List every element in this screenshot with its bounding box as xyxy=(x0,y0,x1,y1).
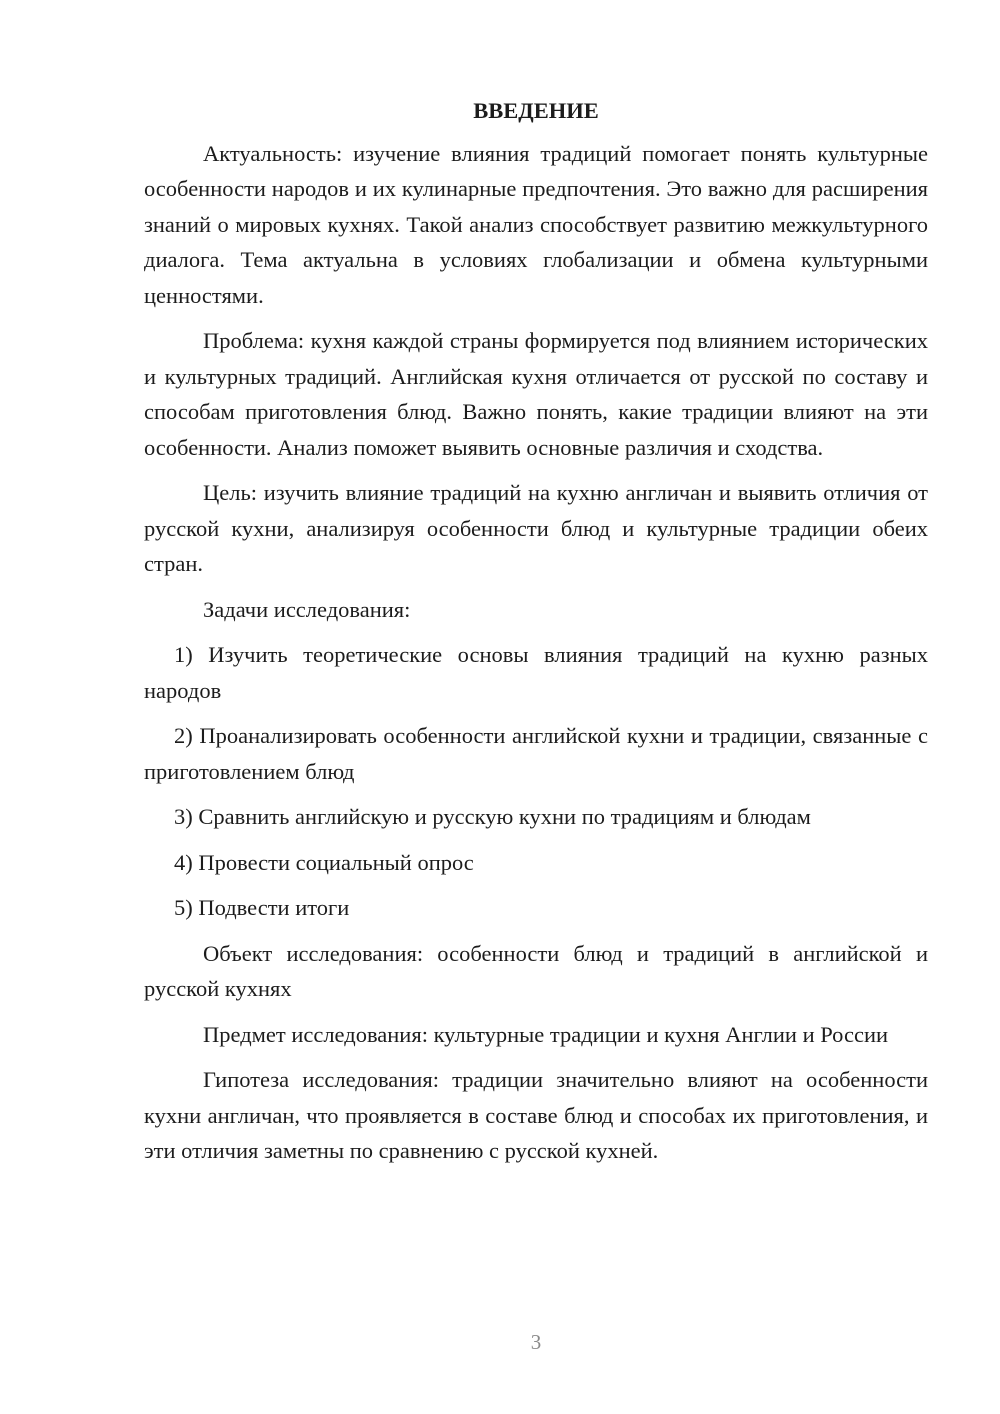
paragraph-hypothesis: Гипотеза исследования: традиции значительно влияют на особенности кухни англичан, что проявляется в составе блюд и способах их приготовления, и эти отличия заметны по сравнению с русской кухней. xyxy=(144,1067,928,1163)
section-heading: ВВЕДЕНИЕ xyxy=(473,98,599,123)
list-item: 4) Провести социальный опрос xyxy=(174,849,474,875)
list-item: 1) Изучить теоретические основы влияния традиций на кухню разных народов xyxy=(144,642,928,703)
tasks-heading: Задачи исследования: xyxy=(203,596,411,622)
paragraph-problem: Проблема: кухня каждой страны формируется под влиянием исторических и культурных традиций. Английская кухня отличается от русской по составу и способам приготовления блюд. Важно понять, какие традиции влияют на эти особенности. Анализ поможет выявить основные различия и сходства. xyxy=(144,328,928,460)
list-item: 5) Подвести итоги xyxy=(174,895,350,920)
list-item: 3) Сравнить английскую и русскую кухни по традициям и блюдам xyxy=(174,804,811,829)
page-number: 3 xyxy=(530,1330,542,1354)
list-item: 2) Проанализировать особенности английской кухни и традиции, связанные с приготовлением блюд xyxy=(144,723,928,784)
paragraph-object: Объект исследования: особенности блюд и традиций в английской и русской кухнях xyxy=(144,940,928,1001)
document-page xyxy=(144,93,928,1179)
paragraph-goal: Цель: изучить влияние традиций на кухню англичан и выявить отличия от русской кухни, анализируя особенности блюд и культурные традиции обеих стран. xyxy=(144,480,928,576)
paragraph-relevance: Актуальность: изучение влияния традиций помогает понять культурные особенности народов и их кулинарные предпочтения. Это важно для расширения знаний о мировых кухнях. Такой анализ способствует развитию межкультурного диалога. Тема актуальна в условиях глобализации и обмена культурными ценностями. xyxy=(144,140,928,308)
paragraph-subject: Предмет исследования: культурные традиции и кухня Англии и России xyxy=(203,1021,889,1047)
